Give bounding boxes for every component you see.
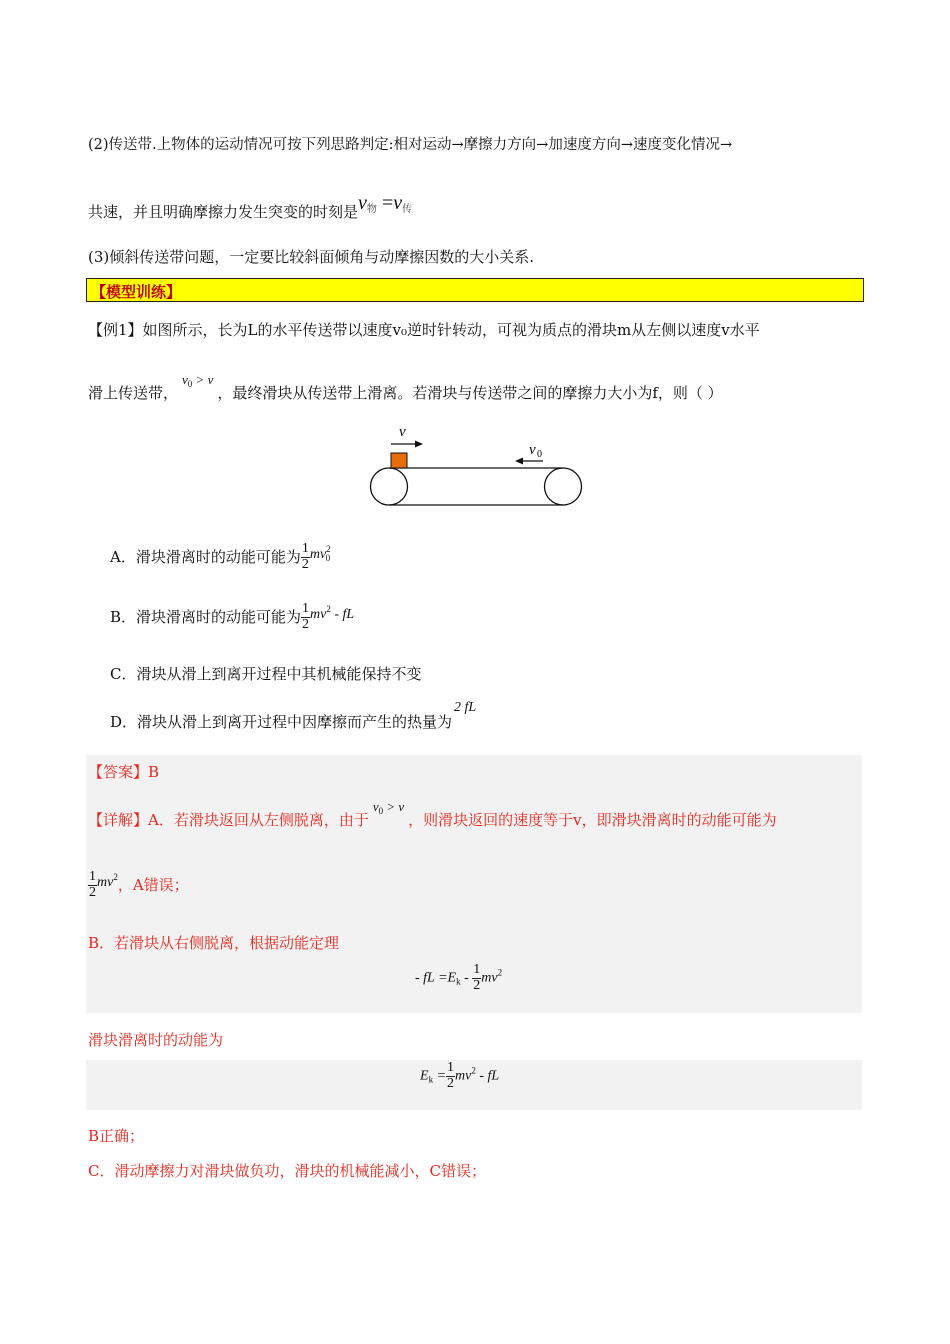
option-d (110, 700, 477, 732)
frac-den: 2 (473, 977, 481, 993)
chuan-subscript: 传 (402, 204, 413, 215)
detail-line1-prefix: 【详解】A．若滑块返回从左侧脱离，由于 (88, 811, 369, 829)
detail-line2-suffix: ，A错误； (117, 876, 189, 895)
mv-text: mv (97, 874, 114, 890)
detail-c-line: C．滑动摩擦力对滑块做负功，滑块的机械能减小，C错误； (88, 1162, 486, 1180)
conveyor-belt-figure (365, 420, 587, 512)
sq-sup: 2 (497, 967, 503, 978)
para2-line1: (2)传送带.上物体的运动情况可按下列思路判定:相对运动→摩擦力方向→加速度方向→速度变化情况→ (88, 137, 733, 153)
equation-2 (420, 1061, 499, 1091)
model-training-banner (86, 278, 864, 302)
eq2-lhs: E (420, 1068, 429, 1084)
sq-sup: 2 (471, 1065, 476, 1076)
right-pulley (545, 468, 582, 505)
minus-fl: - fL (479, 1068, 500, 1084)
answer-line: 【答案】B (88, 763, 160, 781)
option-a-text: A．滑块滑离时的动能可能为 (110, 548, 301, 567)
para2-line2 (88, 192, 413, 223)
ke-label: 滑块滑离时的动能为 (88, 1031, 224, 1049)
mv-text: mv (481, 970, 498, 986)
wu-subscript: 物 (366, 204, 377, 215)
frac-den: 2 (301, 556, 309, 572)
frac-num: 1 (473, 962, 481, 977)
cond-v0-symbol: v (182, 372, 188, 387)
v-arrow-head (415, 441, 423, 448)
minus-fl: - fL (334, 606, 355, 622)
option-d-text: D．滑块从滑上到离开过程中因摩擦而产生的热量为 (110, 713, 453, 731)
option-c: C．滑块从滑上到离开过程中其机械能保持不变 (110, 665, 422, 683)
detail-line1 (88, 799, 777, 830)
mv-text: mv (455, 1068, 472, 1084)
fig-v0-label: v (529, 442, 536, 458)
example-line2-suffix: ，最终滑块从传送带上滑离。若滑块与传送带之间的摩擦力大小为f，则（ ） (217, 384, 723, 402)
frac-num: 1 (89, 869, 96, 884)
frac-den: 2 (302, 616, 310, 632)
detail-line2 (88, 870, 189, 900)
para3: (3)倾斜传送带问题，一定要比较斜面倾角与动摩擦因数的大小关系. (88, 248, 535, 266)
banner-title: 【模型训练】 (91, 283, 182, 301)
equal-sign: = (381, 192, 394, 214)
frac-den: 2 (447, 1075, 455, 1091)
frac-num: 1 (447, 1060, 455, 1075)
eq1-lhs: - fL =E (415, 970, 457, 986)
cond-gt-v: > v (386, 799, 405, 814)
sq-sup: 2 (326, 603, 331, 614)
cond-v0-symbol: v (372, 799, 379, 814)
frac-den: 2 (89, 884, 96, 900)
slider-block (391, 453, 407, 468)
option-b-text: B．滑块滑离时的动能可能为 (110, 608, 302, 627)
frac-num: 1 (302, 601, 310, 616)
mv-text: mv (309, 546, 327, 562)
frac-num: 1 (301, 541, 309, 556)
v-chuan-symbol: v (393, 192, 403, 214)
zero-sub: 0 (325, 552, 331, 563)
fig-v-label: v (399, 424, 406, 440)
cond-v0-subscript: 0 (187, 379, 193, 389)
detail-b-line: B．若滑块从右侧脱离，根据动能定理 (88, 934, 340, 952)
example-line2 (88, 372, 723, 403)
b-correct: B正确； (88, 1127, 145, 1145)
mv-text: mv (310, 606, 327, 622)
fig-v0-subscript: 0 (537, 449, 542, 460)
example-line2-prefix: 滑上传送带， (88, 384, 179, 402)
k-subscript: k (456, 976, 461, 987)
example-line1: 【例1】如图所示，长为L的水平传送带以速度v₀逆时针转动，可视为质点的滑块m从左侧以速度v水平 (88, 321, 760, 339)
option-b (110, 602, 354, 632)
option-a (110, 542, 330, 572)
v-wu-symbol: v (358, 192, 367, 214)
sq-sup: 2 (113, 871, 118, 882)
equation-1 (415, 963, 502, 993)
option-d-expr: 2 fL (454, 700, 477, 715)
eq1-minus: - (464, 970, 469, 986)
v0-arrow-head (515, 458, 523, 465)
k-subscript: k (428, 1074, 434, 1085)
cond-v0-subscript: 0 (378, 806, 384, 816)
eq2-eq: = (436, 1068, 447, 1084)
sq-sup: 2 (326, 543, 331, 554)
cond-gt-v: > v (195, 372, 214, 387)
detail-line1-suffix: ，则滑块返回的速度等于v，即滑块滑离时的动能可能为 (408, 811, 777, 829)
para2-line2-text: 共速，并且明确摩擦力发生突变的时刻是 (88, 203, 359, 221)
left-pulley (371, 468, 408, 505)
